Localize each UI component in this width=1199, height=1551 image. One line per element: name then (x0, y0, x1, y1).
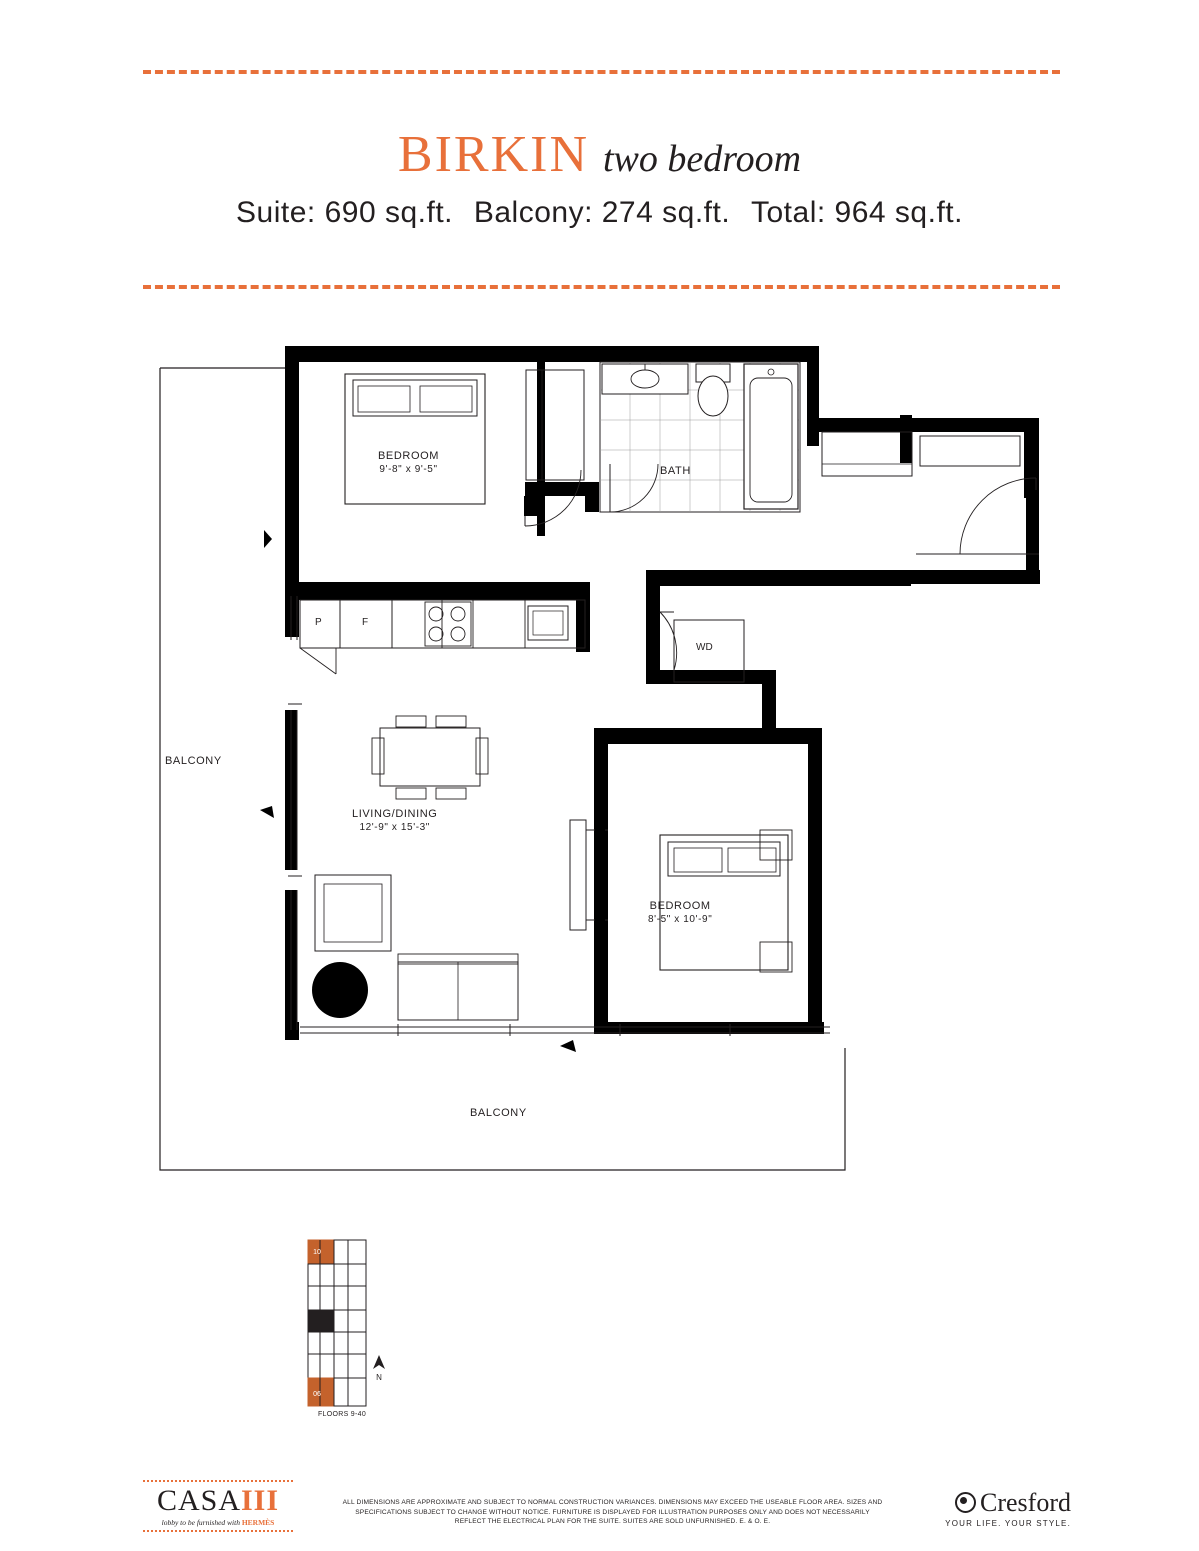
casa-tagline-prefix: lobby to be furnished with (161, 1517, 242, 1527)
header-divider-top (143, 70, 1060, 74)
developer-name-row (911, 1490, 1071, 1516)
keyplan-unit-06: 06 (313, 1391, 321, 1398)
appliance-label-fridge: F (362, 617, 369, 628)
room-label-bath: BATH (660, 465, 691, 477)
title-block (0, 125, 1199, 230)
north-label: N (376, 1373, 382, 1382)
area-suite: Suite: 690 sq.ft. (236, 196, 453, 229)
developer-logo (911, 1490, 1071, 1528)
north-indicator (368, 1355, 390, 1382)
north-arrow-icon (372, 1355, 386, 1371)
appliance-label-pantry: P (315, 617, 322, 628)
room-label-living-dining: LIVING/DINING 12'-9" x 15'-3" (352, 808, 438, 833)
developer-name: Cresford (980, 1488, 1071, 1517)
keyplan-drawing (296, 1238, 396, 1408)
keyplan-caption: FLOORS 9-40 (317, 1411, 367, 1418)
casa-logo (143, 1480, 293, 1532)
suite-title-line (0, 125, 1199, 184)
disclaimer-text: ALL DIMENSIONS ARE APPROXIMATE AND SUBJECT TO NORMAL CONSTRUCTION VARIANCES. DIMENSIONS MAY EXCEED THE USEABLE FLOOR AREA. SIZES AND SPECIFICATIONS SUBJECT TO CHANGE WITHOUT NOTICE. FURNITURE IS DISPLAYED FOR ILLUSTRATION PURPOSES ONLY AND DOES NOT NECESSARILY REFLECT THE ELECTRICAL PLAN FOR THE SUITE. SUITES ARE SOLD UNFURNISHED. E. & O. E. (342, 1499, 883, 1526)
area-balcony: Balcony: 274 sq.ft. (473, 196, 731, 229)
casa-rule-bottom (143, 1530, 293, 1532)
header-divider-bottom (143, 285, 1060, 289)
page-title: BIRKIN (397, 126, 589, 183)
area-summary (0, 196, 1199, 230)
floorplan-drawing (140, 330, 1060, 1190)
appliance-label-washer-dryer: WD (696, 642, 713, 653)
room-label-bedroom-2: BEDROOM 8'-5" x 10'-9" (648, 900, 713, 925)
casa-numeral: III (241, 1484, 280, 1517)
area-total: Total: 964 sq.ft. (751, 196, 963, 229)
keyplan (296, 1238, 416, 1413)
casa-rule-top (143, 1480, 293, 1482)
keyplan-unit-10: 10 (313, 1249, 321, 1256)
suite-type: two bedroom (603, 138, 802, 180)
casa-tagline (143, 1518, 293, 1527)
casa-tagline-brand: HERMÈS (241, 1517, 275, 1527)
floorplan (140, 330, 1060, 1195)
room-label-bedroom-1: BEDROOM 9'-8" x 9'-5" (378, 450, 440, 475)
room-label-balcony-left: BALCONY (165, 755, 222, 767)
cresford-mark-icon (955, 1492, 976, 1513)
casa-wordmark (143, 1485, 293, 1517)
developer-tagline: YOUR LIFE. YOUR STYLE. (945, 1519, 1071, 1528)
room-label-balcony-bottom: BALCONY (470, 1107, 527, 1119)
casa-word: CASA (156, 1484, 241, 1517)
